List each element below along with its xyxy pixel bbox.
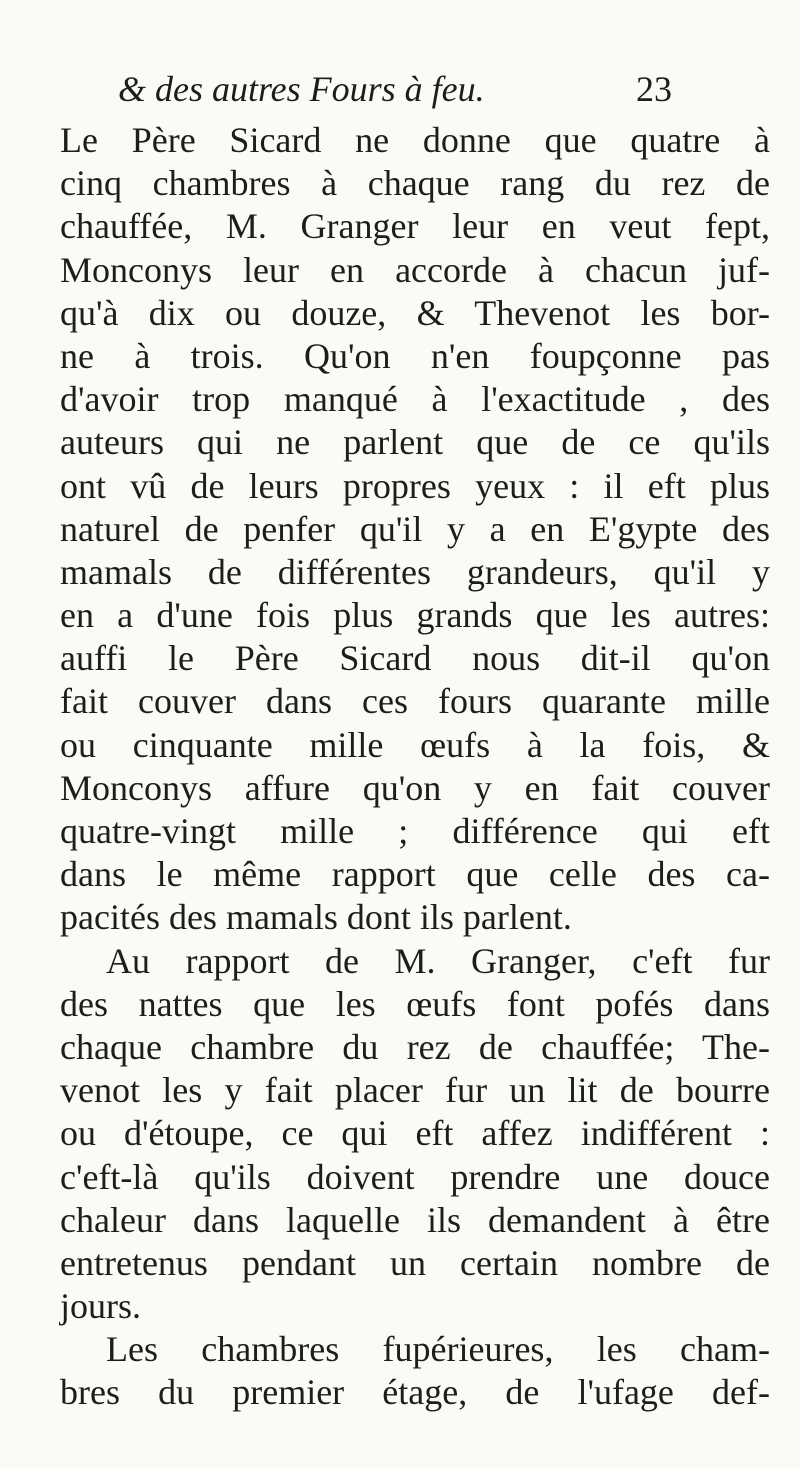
text-line: fait couver dans ces fours quarante mille — [60, 681, 770, 722]
running-title: & des autres Fours à feu. — [118, 69, 485, 109]
text-line: entretenus pendant un certain nombre de — [60, 1242, 770, 1283]
text-line: naturel de penfer qu'il y a en E'gypte des — [60, 508, 770, 549]
text-line: ont vû de leurs propres yeux : il eft plus — [60, 465, 770, 506]
text-line: Le Père Sicard ne donne que quatre à — [60, 120, 770, 160]
page-number: 23 — [636, 69, 672, 109]
text-line: Monconys affure qu'on y en fait couver — [60, 767, 770, 808]
text-line: auffi le Père Sicard nous dit-il qu'on — [60, 638, 770, 679]
text-line: d'avoir trop manqué à l'exactitude , des — [60, 379, 770, 420]
running-head — [118, 62, 678, 116]
text-line: ne à trois. Qu'on n'en foupçonne pas — [60, 335, 770, 376]
text-line: mamals de différentes grandeurs, qu'il y — [60, 551, 770, 592]
text-line: ou cinquante mille œufs à la fois, & — [60, 724, 770, 765]
text-line: jours. — [60, 1286, 141, 1327]
text-line: des nattes que les œufs font pofés dans — [60, 983, 770, 1024]
text-line: qu'à dix ou douze, & Thevenot les bor- — [60, 292, 770, 333]
text-line: cinq chambres à chaque rang du rez de — [60, 163, 770, 204]
text-line: ou d'étoupe, ce qui eft affez indifférent : — [60, 1113, 770, 1154]
body-text — [60, 119, 770, 1415]
text-line: Au rapport de M. Granger, c'eft fur — [106, 940, 770, 981]
text-line: bres du premier étage, de l'ufage def- — [60, 1372, 770, 1413]
text-line: venot les y fait placer fur un lit de bourre — [60, 1070, 770, 1111]
text-line: quatre-vingt mille ; différence qui eft — [60, 811, 770, 851]
text-line: Monconys leur en accorde à chacun juf- — [60, 249, 770, 290]
text-line: chaleur dans laquelle ils demandent à être — [60, 1199, 770, 1240]
text-line: chauffée, M. Granger leur en veut fept, — [60, 206, 770, 247]
text-line: pacités des mamals dont ils parlent. — [60, 897, 572, 938]
text-line: c'eft-là qu'ils doivent prendre une douce — [60, 1156, 770, 1197]
text-line: Les chambres fupérieures, les cham- — [106, 1329, 770, 1370]
text-line: auteurs qui ne parlent que de ce qu'ils — [60, 422, 770, 463]
text-line: dans le même rapport que celle des ca- — [60, 854, 770, 895]
text-line: chaque chambre du rez de chauffée; The- — [60, 1026, 770, 1067]
text-line: en a d'une fois plus grands que les autres: — [60, 595, 770, 636]
